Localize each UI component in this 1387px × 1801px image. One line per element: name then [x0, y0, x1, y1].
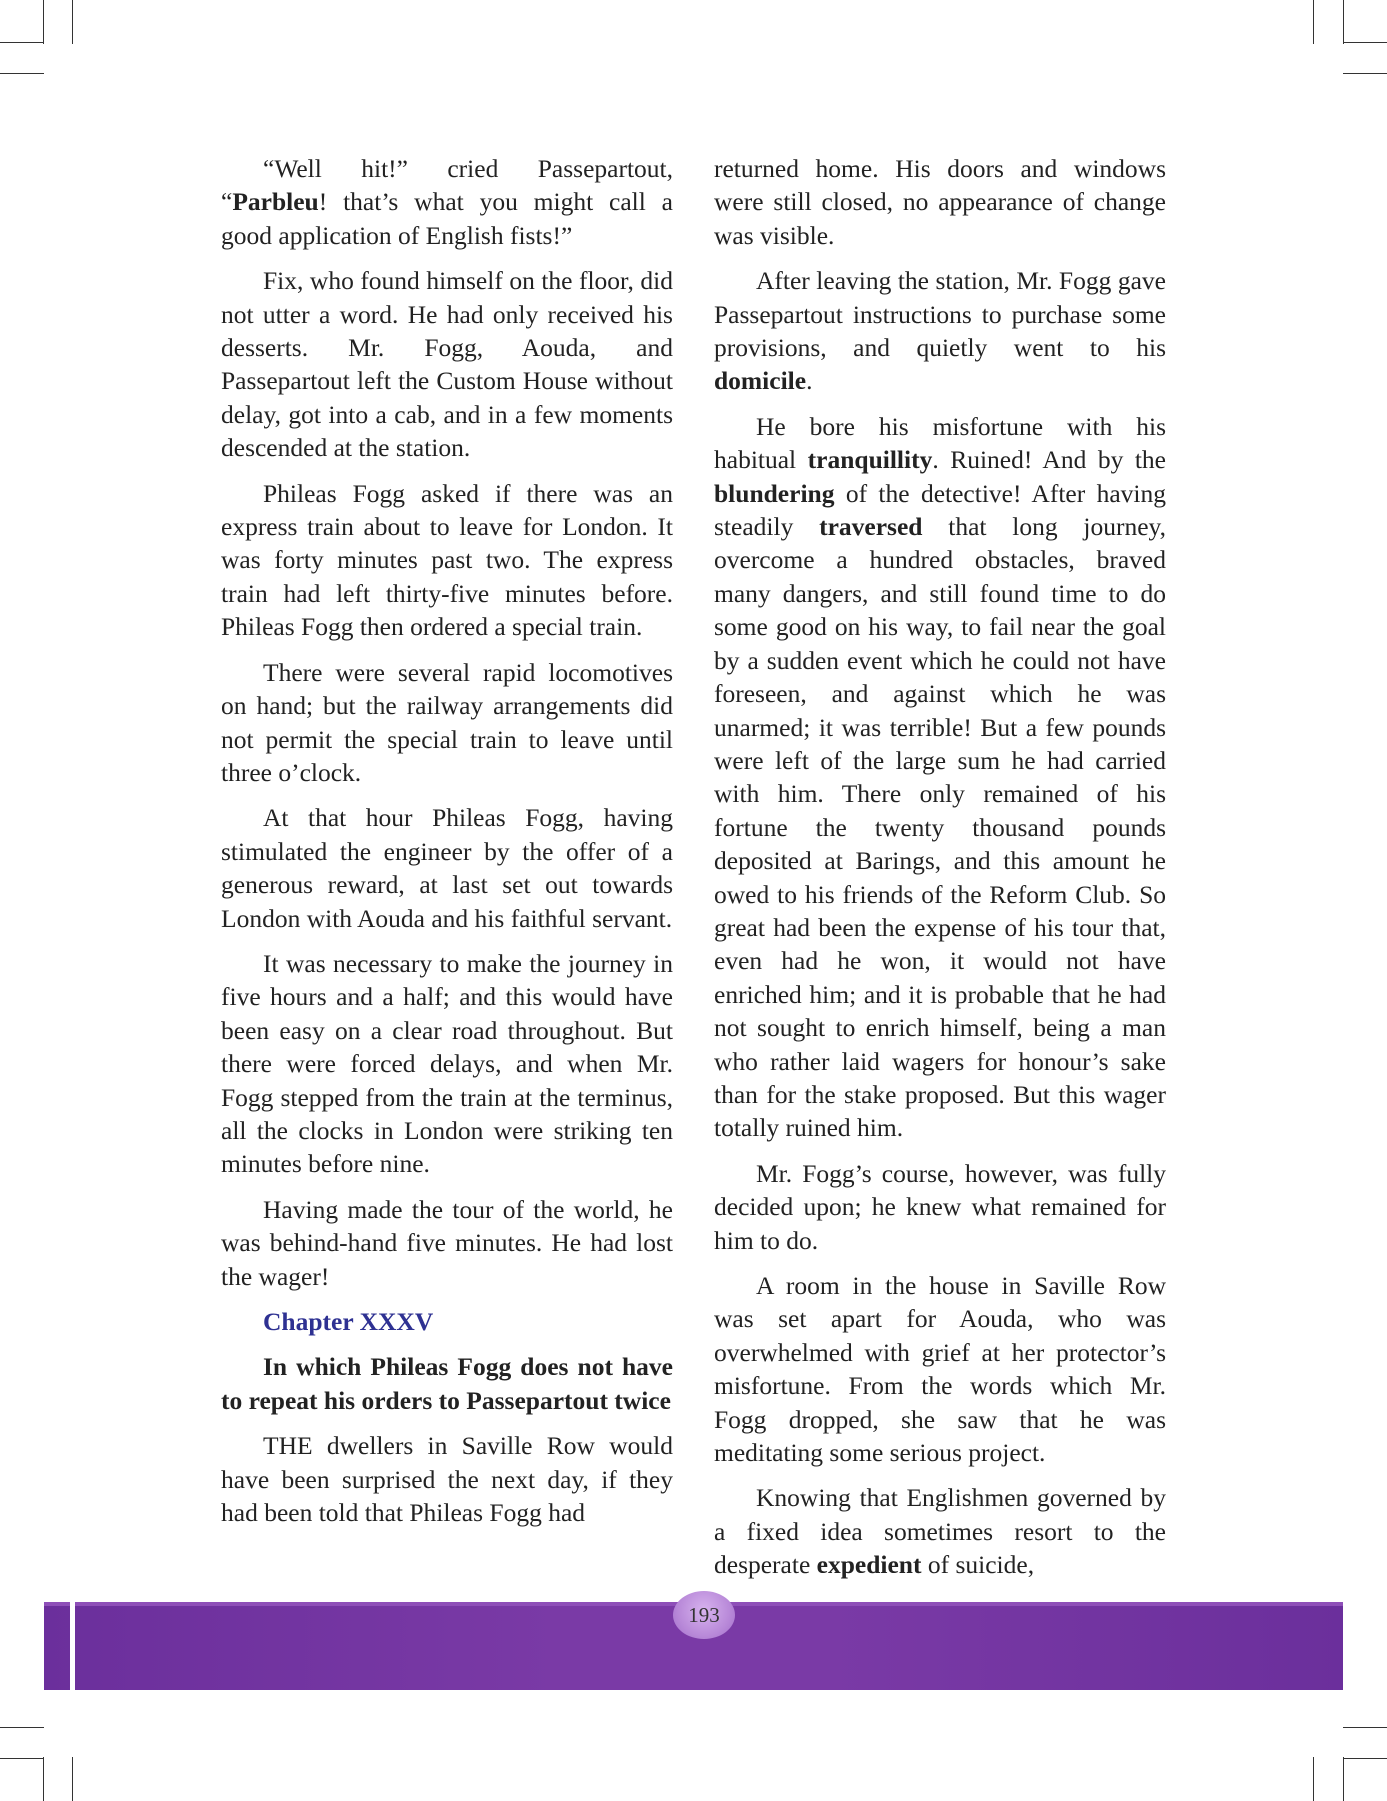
bold-term: Parbleu	[232, 187, 319, 217]
text-run: Phileas Fogg asked if there was an express train about to leave for London. It was forty minutes past two. The express train had left thirty-five minutes before. Phileas Fogg then ordered a special train.	[221, 478, 673, 642]
text-run: returned home. His doors and windows were still closed, no appearance of change was visible.	[714, 154, 1166, 250]
text-column-left	[221, 152, 673, 1541]
text-run: ! that’s what you might call a good application of English fists!”	[221, 187, 673, 250]
text-run: After leaving the station, Mr. Fogg gave Passepartout instructions to purchase some provisions, and quietly went to his	[714, 266, 1166, 363]
text-run: Having made the tour of the world, he was behind-hand five minutes. He had lost the wager!	[221, 1194, 673, 1291]
text-column-right	[714, 152, 1166, 1594]
paragraph	[221, 1429, 673, 1529]
text-run: He bore his misfortune with his habitual	[714, 411, 1166, 475]
text-run: Mr. Fogg’s course, however, was fully decided upon; he knew what remained for him to do.	[714, 1158, 1166, 1255]
paragraph	[221, 152, 673, 252]
text-run: At that hour Phileas Fogg, having stimulated the engineer by the offer of a generous reward, at last set out towards London with Aouda and his faithful servant.	[221, 803, 673, 933]
bold-term: domicile	[714, 366, 807, 396]
paragraph	[221, 477, 673, 644]
page-number: 193	[673, 1591, 735, 1639]
paragraph	[714, 1481, 1166, 1581]
paragraph	[714, 264, 1166, 398]
text-run: Fix, who found himself on the floor, did not utter a word. He had only received his desserts. Mr. Fogg, Aouda, and Passepartout left the Custom House without delay, got into a cab, and in a few moments descended at the station.	[221, 266, 673, 463]
paragraph	[714, 410, 1166, 1145]
text-run: that long journey, overcome a hundred obstacles, braved many dangers, and still found time to do some good on his way, to fail near the goal by a sudden event which he could not have foreseen, and against which he was unarmed; it was terrible! But a few pounds were left of the large sum he had carried with him. There only remained of his fortune the twenty thousand pounds deposited at Barings, and this amount he owed to his friends of the Reform Club. So great had been the expense of his tour that, even had he won, it would not have enriched him; and it is probable that he had not sought to enrich himself, being a man who rather laid wagers for honour’s sake than for the stake proposed. But this wager totally ruined him.	[714, 512, 1166, 1143]
bold-term: traversed	[819, 512, 923, 542]
paragraph	[221, 1193, 673, 1293]
bold-term: expedient	[816, 1550, 922, 1580]
paragraph	[714, 1157, 1166, 1257]
paragraph	[221, 947, 673, 1181]
bold-term: blundering	[714, 478, 835, 508]
text-run: A room in the house in Saville Row was set apart for Aouda, who was overwhelmed with grief at her protector’s misfortune. From the words which Mr. Fogg dropped, she saw that he was meditating some serious project.	[714, 1271, 1166, 1468]
chapter-heading: Chapter XXXV	[263, 1307, 434, 1336]
paragraph	[714, 1269, 1166, 1469]
text-run: . Ruined! And by the	[932, 445, 1166, 475]
footer-stripe	[70, 1602, 75, 1690]
text-run: There were several rapid locomotives on hand; but the railway arrangements did not permit the special train to leave until three o’clock.	[221, 657, 673, 787]
text-run: “Well hit!” cried Passepartout, “	[221, 154, 673, 217]
paragraph	[221, 656, 673, 790]
text-run: .	[806, 366, 813, 396]
text-run: It was necessary to make the journey in five hours and a half; and this would have been easy on a clear road throughout. But there were forced delays, and when Mr. Fogg stepped from the train at the terminus, all the clocks in London were striking ten minutes before nine.	[221, 948, 673, 1179]
chapter-subheading: In which Phileas Fogg does not have to repeat his orders to Passepartout twice	[221, 1352, 673, 1415]
text-run: of suicide,	[921, 1550, 1035, 1580]
text-run: Knowing that Englishmen governed by a fixed idea sometimes resort to the desperate	[714, 1483, 1166, 1580]
bold-term: tranquillity	[807, 445, 933, 475]
paragraph	[714, 152, 1166, 252]
text-run: of the detective! After having steadily	[714, 478, 1166, 542]
text-run: THE dwellers in Saville Row would have been surprised the next day, if they had been told that Phileas Fogg had	[221, 1431, 673, 1528]
paragraph	[221, 264, 673, 464]
paragraph	[221, 801, 673, 935]
